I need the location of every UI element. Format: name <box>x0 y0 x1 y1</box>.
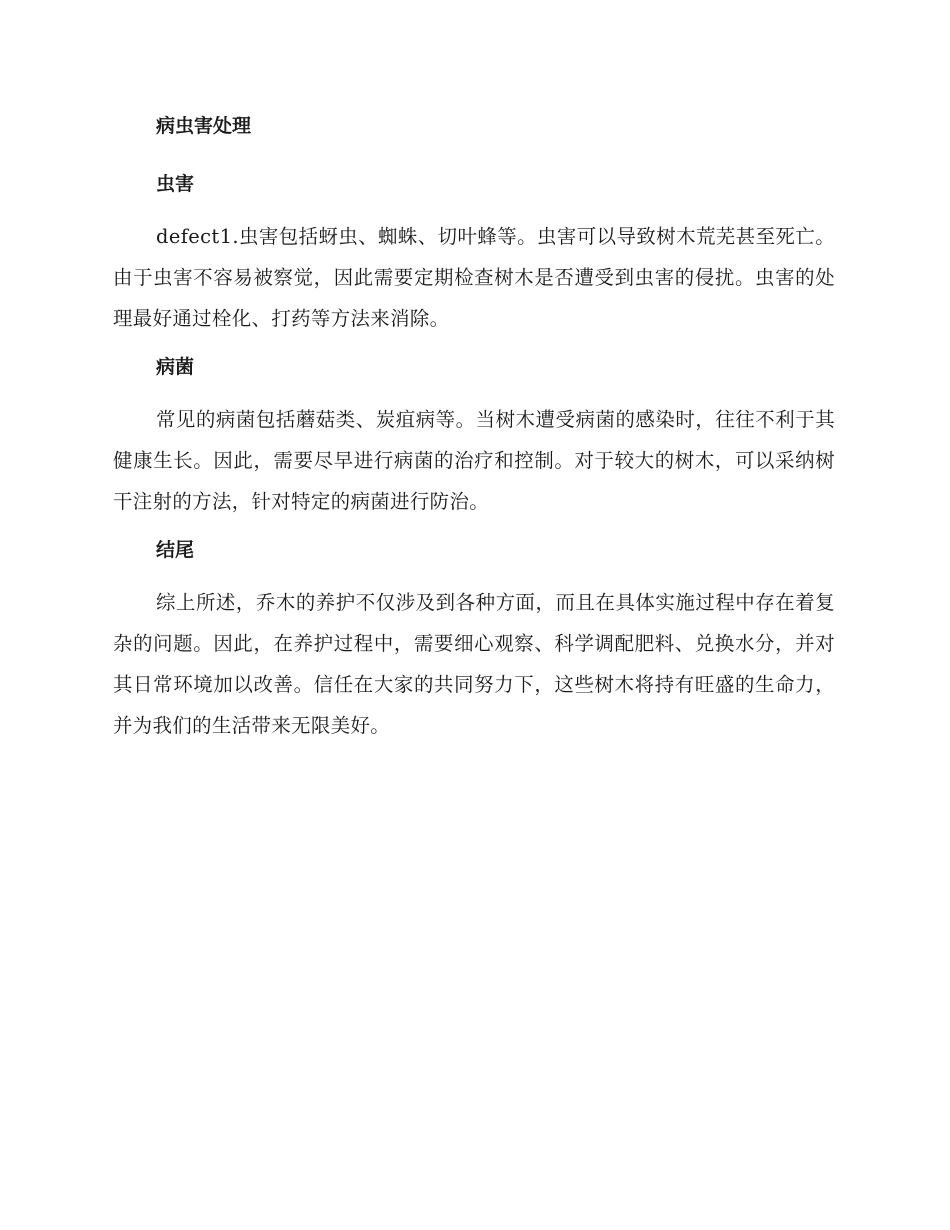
paragraph-pathogens: 常见的病菌包括蘑菇类、炭疽病等。当树木遭受病菌的感染时，往往不利于其健康生长。因此，需要尽早进行病菌的治疗和控制。对于较大的树木，可以采纳树干注射的方法，针对特定的病菌进行防治。 <box>113 408 835 513</box>
document-page <box>113 108 835 756</box>
heading-pathogens: 病菌 <box>156 356 195 378</box>
paragraph-pests: defect1.虫害包括蚜虫、蜘蛛、切叶蜂等。虫害可以导致树木荒芜甚至死亡。由于虫害不容易被察觉，因此需要定期检查树木是否遭受到虫害的侵扰。虫害的处理最好通过栓化、打药等方法来消除。 <box>113 225 835 330</box>
heading-conclusion: 结尾 <box>156 539 195 561</box>
section-title: 病虫害处理 <box>156 115 252 137</box>
heading-pests: 虫害 <box>156 173 195 195</box>
paragraph-conclusion: 综上所述，乔木的养护不仅涉及到各种方面，而且在具体实施过程中存在着复杂的问题。因此，在养护过程中，需要细心观察、科学调配肥料、兑换水分，并对其日常环境加以改善。信任在大家的共同努力下，这些树木将持有旺盛的生命力，并为我们的生活带来无限美好。 <box>113 591 835 737</box>
